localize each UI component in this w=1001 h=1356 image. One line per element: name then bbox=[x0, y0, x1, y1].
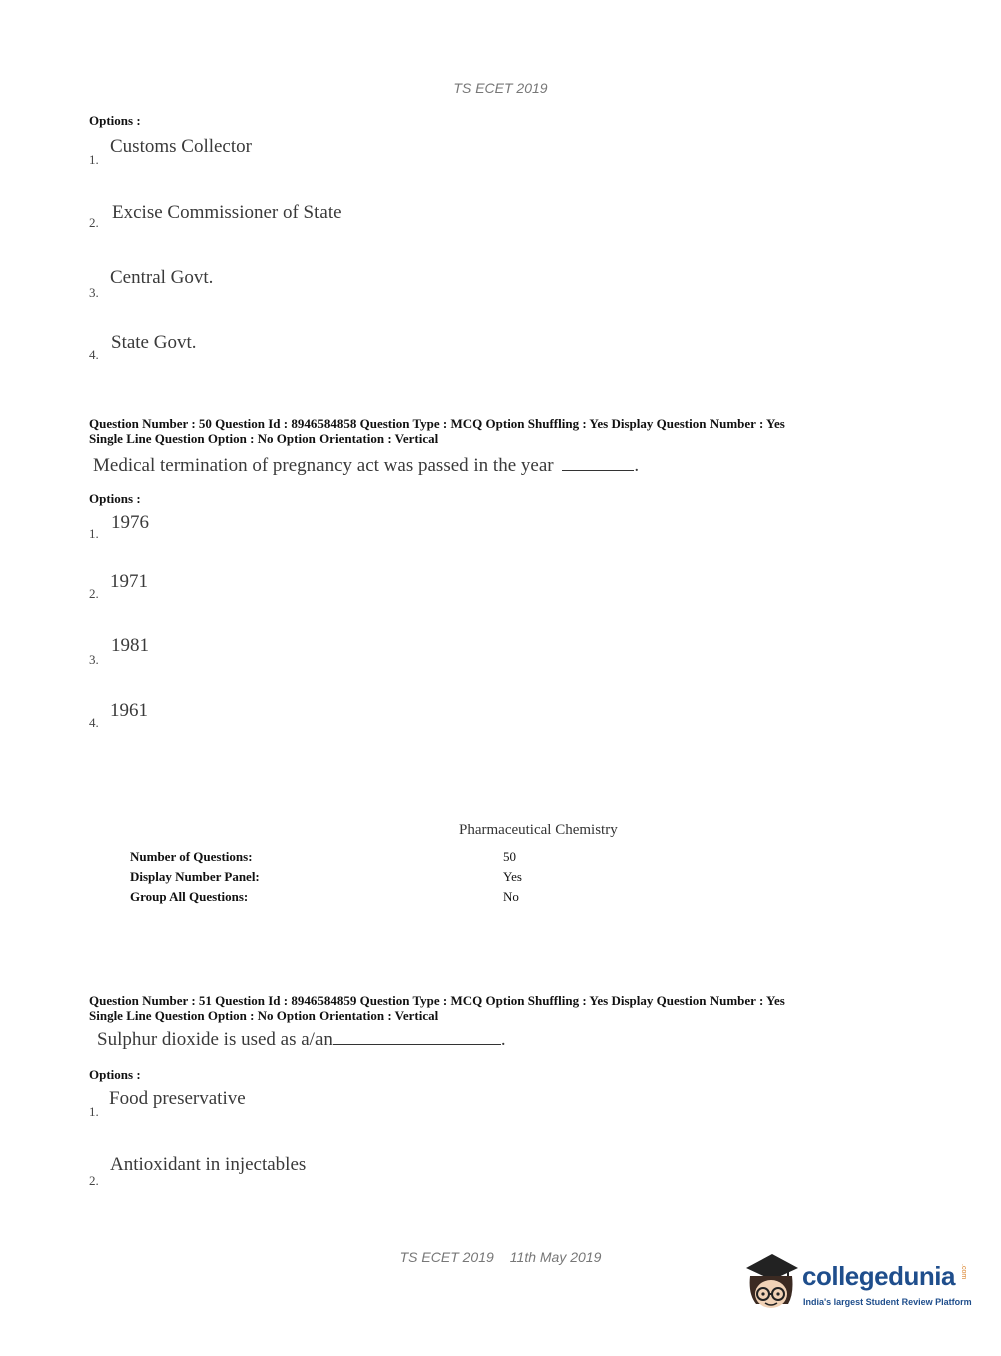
section-row-label: Group All Questions: bbox=[130, 889, 249, 904]
section-row-label: Display Number Panel: bbox=[130, 869, 260, 884]
option-number: 1. bbox=[89, 152, 99, 167]
option-text: Excise Commissioner of State bbox=[112, 202, 342, 223]
footer-exam: TS ECET 2019 bbox=[399, 1249, 494, 1265]
options-label: Options : bbox=[89, 491, 141, 506]
option-text: Food preservative bbox=[109, 1088, 246, 1109]
logo-suffix: .com bbox=[960, 1264, 967, 1280]
q51-question-text bbox=[97, 1028, 506, 1051]
section-title: Pharmaceutical Chemistry bbox=[459, 822, 618, 838]
option-number: 2. bbox=[89, 1173, 99, 1188]
section-row-value: No bbox=[503, 889, 519, 904]
q50-end: . bbox=[634, 455, 640, 476]
q51-text: Sulphur dioxide is used as a/an bbox=[97, 1029, 333, 1050]
q51-meta-line-1: Question Number : 51 Question Id : 8946584859 Question Type : MCQ Option Shuffling : Yes Display Question Number : Yes bbox=[89, 993, 785, 1008]
option-number: 4. bbox=[89, 347, 99, 362]
option-number: 1. bbox=[89, 1104, 99, 1119]
q51-end: . bbox=[500, 1029, 506, 1050]
student-mascot-icon bbox=[742, 1250, 802, 1320]
section-row-value: Yes bbox=[503, 869, 522, 884]
option-text: Antioxidant in injectables bbox=[110, 1154, 307, 1175]
q51-meta-line-2: Single Line Question Option : No Option Orientation : Vertical bbox=[89, 1008, 439, 1023]
option-text: 1971 bbox=[110, 571, 148, 592]
option-number: 2. bbox=[89, 586, 99, 601]
section-row-label: Number of Questions: bbox=[130, 849, 253, 864]
option-number: 1. bbox=[89, 526, 99, 541]
page-header-title: TS ECET 2019 bbox=[453, 80, 548, 96]
option-number: 3. bbox=[89, 652, 99, 667]
option-text: 1961 bbox=[110, 700, 148, 721]
q50-question-text bbox=[93, 454, 639, 477]
section-row-value: 50 bbox=[503, 849, 516, 864]
logo-tagline: India's largest Student Review Platform bbox=[803, 1297, 972, 1307]
option-number: 3. bbox=[89, 285, 99, 300]
option-text: 1976 bbox=[111, 512, 149, 533]
option-text: 1981 bbox=[111, 635, 149, 656]
option-number: 4. bbox=[89, 715, 99, 730]
option-text: Central Govt. bbox=[110, 267, 214, 288]
option-number: 2. bbox=[89, 215, 99, 230]
options-label: Options : bbox=[89, 1067, 141, 1082]
logo-wordmark: collegedunia bbox=[802, 1261, 955, 1291]
answer-blank bbox=[333, 1028, 501, 1045]
q50-text: Medical termination of pregnancy act was passed in the year bbox=[93, 455, 554, 476]
option-text: State Govt. bbox=[111, 332, 197, 353]
q50-meta-line-1: Question Number : 50 Question Id : 8946584858 Question Type : MCQ Option Shuffling : Yes Display Question Number : Yes bbox=[89, 416, 785, 431]
q50-meta-line-2: Single Line Question Option : No Option Orientation : Vertical bbox=[89, 431, 439, 446]
answer-blank bbox=[562, 454, 634, 471]
collegedunia-logo bbox=[742, 1250, 972, 1320]
footer-date: 11th May 2019 bbox=[509, 1249, 602, 1265]
option-text: Customs Collector bbox=[110, 136, 252, 157]
options-label: Options : bbox=[89, 113, 141, 128]
